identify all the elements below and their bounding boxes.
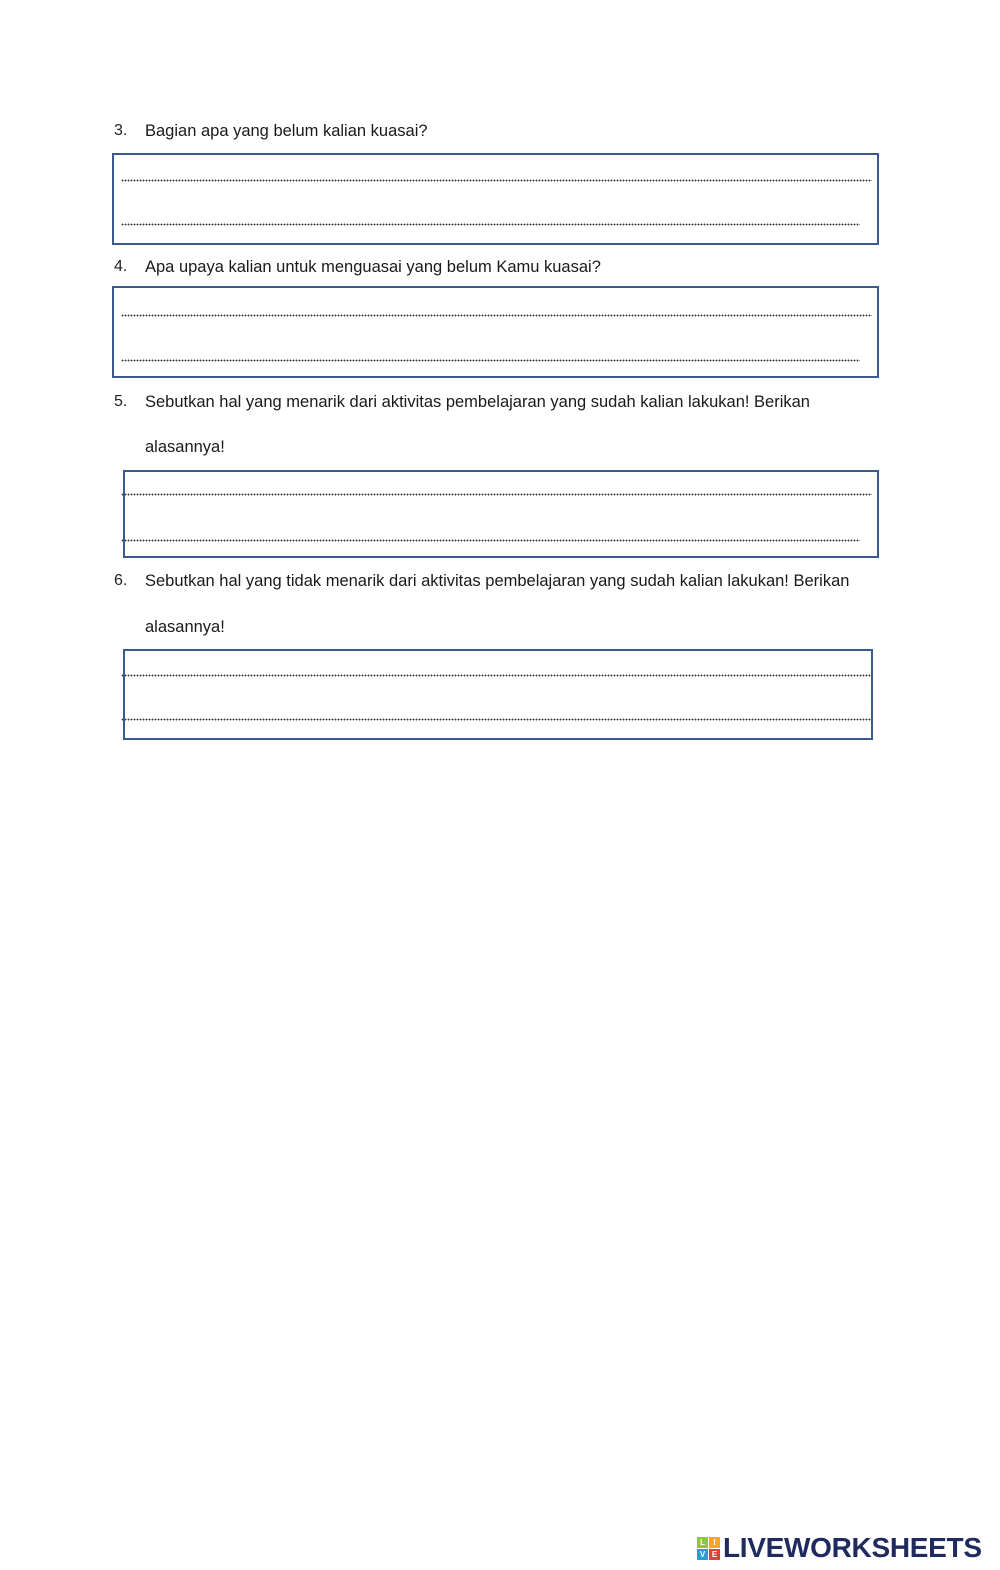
question-6-number: 6. <box>114 572 128 589</box>
question-3-text: Bagian apa yang belum kalian kuasai? <box>145 122 428 140</box>
question-5-number: 5. <box>114 393 128 410</box>
liveworksheets-logo <box>697 1532 982 1564</box>
question-5-text-line-2: alasannya! <box>145 438 225 456</box>
logo-icon-tile: I <box>709 1537 720 1548</box>
answer-box-5[interactable] <box>123 470 879 558</box>
question-6-text-line-1: Sebutkan hal yang tidak menarik dari aktivitas pembelajaran yang sudah kalian lakukan! Berikan <box>145 572 850 590</box>
question-4-text: Apa upaya kalian untuk menguasai yang belum Kamu kuasai? <box>145 258 601 276</box>
answer-box-4[interactable] <box>112 286 879 378</box>
logo-icon-tile: L <box>697 1537 708 1548</box>
question-4-number: 4. <box>114 258 128 275</box>
liveworksheets-logo-icon <box>697 1537 720 1560</box>
logo-icon-tile: V <box>697 1549 708 1560</box>
logo-wordmark: LIVEWORKSHEETS <box>723 1532 982 1563</box>
question-3-number: 3. <box>114 122 128 139</box>
answer-box-6[interactable] <box>123 649 873 740</box>
logo-icon-tile: E <box>709 1549 720 1560</box>
question-6-text-line-2: alasannya! <box>145 618 225 636</box>
answer-box-3[interactable] <box>112 153 879 245</box>
question-5-text-line-1: Sebutkan hal yang menarik dari aktivitas pembelajaran yang sudah kalian lakukan! Berikan <box>145 393 810 411</box>
